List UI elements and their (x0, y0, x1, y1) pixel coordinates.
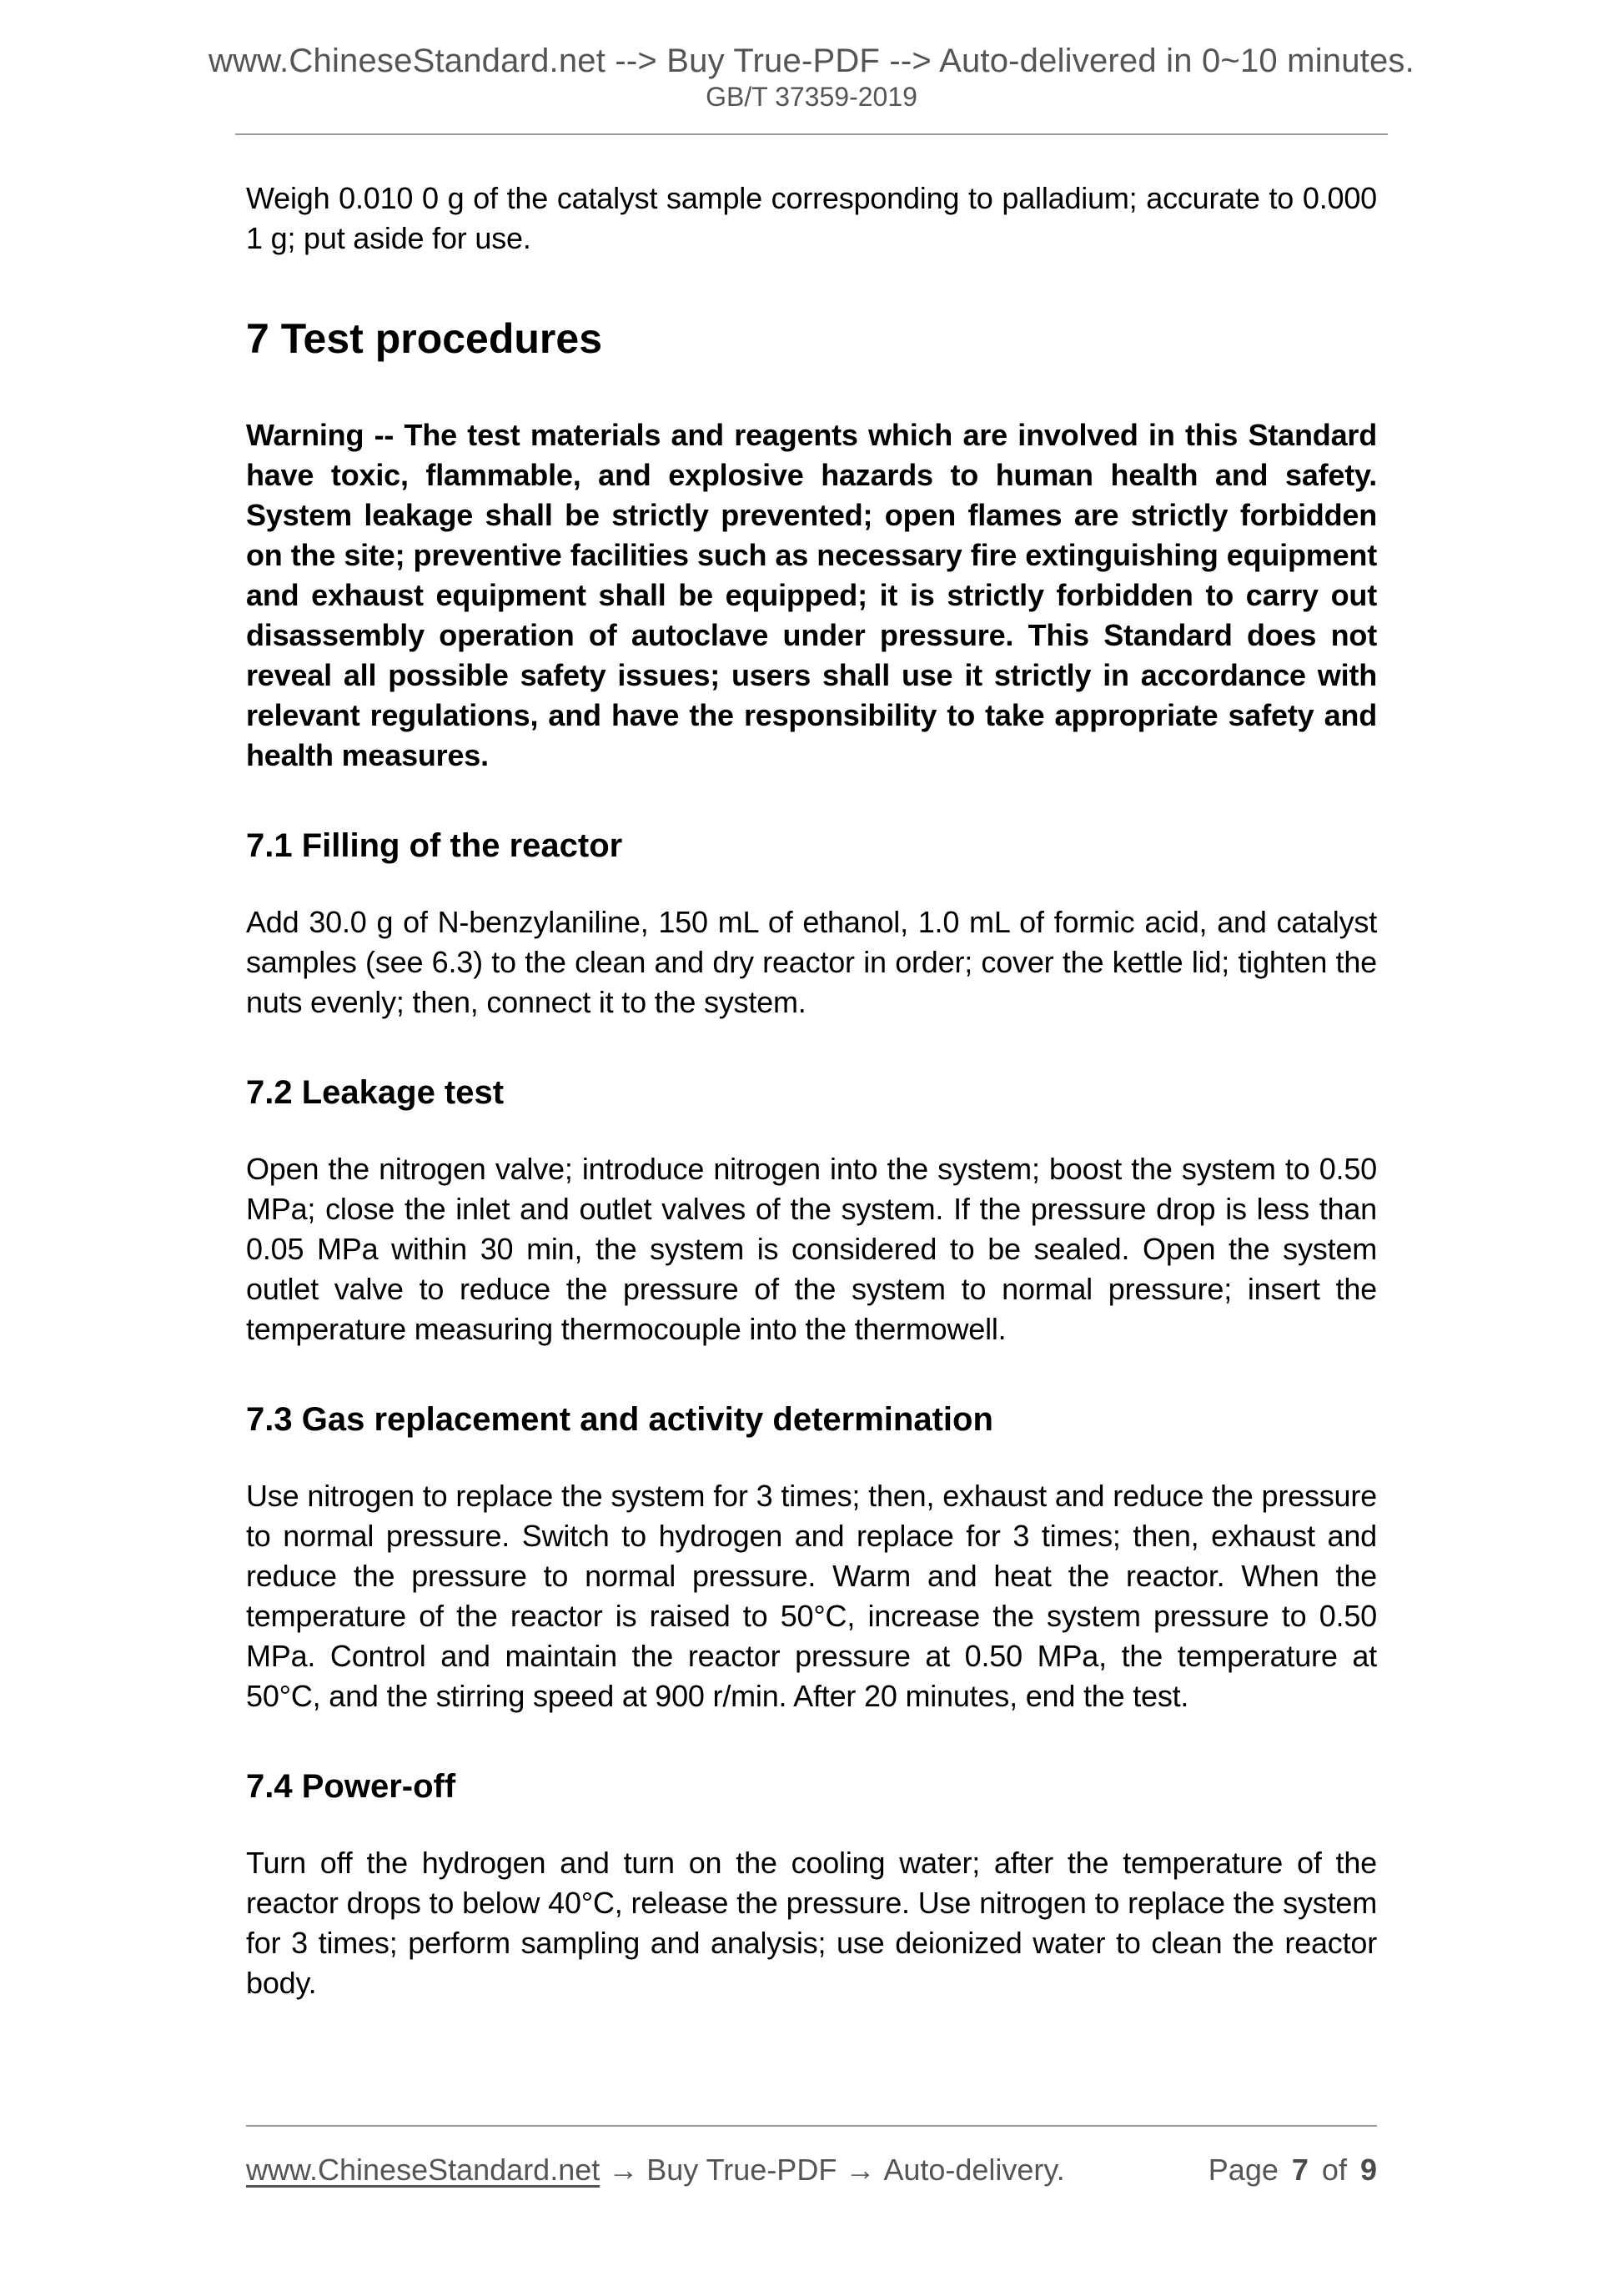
subsection-body-7-1: Add 30.0 g of N-benzylaniline, 150 mL of ethanol, 1.0 mL of formic acid, and catalyst samples (see 6.3) to the clean and dry reactor in order; cover the kettle lid; tighten the nuts evenly; then, connect it to the system. (246, 905, 1377, 1019)
current-page-number: 7 (1291, 2153, 1309, 2187)
section-heading: 7 Test procedures (246, 315, 603, 362)
subsection-heading-7-4: 7.4 Power-off (246, 1768, 456, 1805)
page-indicator (1208, 2152, 1377, 2188)
right-arrow-icon: → (845, 2153, 876, 2187)
header-promo-text: www.ChineseStandard.net --> Buy True-PDF --> Auto-delivered in 0~10 minutes. (209, 43, 1414, 79)
document-body (246, 178, 1377, 2003)
footer-divider (246, 2125, 1377, 2127)
subsection-body-7-4: Turn off the hydrogen and turn on the cooling water; after the temperature of the reactor drops to below 40°C, release the pressure. Use nitrogen to replace the system for 3 times; perform sampling and analysis; use deionized water to clean the reactor body. (246, 1846, 1377, 2000)
buy-true-pdf-text: Buy True-PDF (646, 2153, 837, 2187)
footer-delivery-note (246, 2152, 1065, 2188)
standard-number: GB/T 37359-2019 (706, 82, 917, 112)
subsection-heading-7-1: 7.1 Filling of the reactor (246, 827, 623, 864)
page-label: Page (1208, 2153, 1279, 2187)
subsection-heading-7-2: 7.2 Leakage test (246, 1074, 505, 1111)
header-divider (235, 133, 1388, 135)
page-footer (246, 2125, 1377, 2188)
footer-row (246, 2152, 1377, 2188)
subsection-body-7-2: Open the nitrogen valve; introduce nitrogen into the system; boost the system to 0.50 MPa; close the inlet and outlet valves of the system. If the pressure drop is less than 0.05 MPa within 30 min, the system is considered to be sealed. Open the system outlet valve to reduce the pressure of the system to normal pressure; insert the temperature measuring thermocouple into the thermowell. (246, 1152, 1377, 1346)
right-arrow-icon: → (608, 2153, 639, 2187)
site-link[interactable]: www.ChineseStandard.net (246, 2153, 600, 2187)
subsection-heading-7-3: 7.3 Gas replacement and activity determination (246, 1401, 993, 1438)
intro-paragraph: Weigh 0.010 0 g of the catalyst sample corresponding to palladium; accurate to 0.000 1 g; put aside for use. (246, 181, 1377, 255)
page-header (0, 0, 1623, 112)
of-label: of (1321, 2153, 1347, 2187)
auto-delivery-text: Auto-delivery. (883, 2153, 1065, 2187)
subsection-body-7-3: Use nitrogen to replace the system for 3 times; then, exhaust and reduce the pressure to normal pressure. Switch to hydrogen and replace for 3 times; then, exhaust and reduce the pressure to normal pressure. Warm and heat the reactor. When the temperature of the reactor is raised to 50°C, increase the system pressure to 0.50 MPa. Control and maintain the reactor pressure at 0.50 MPa, the temperature at 50°C, and the stirring speed at 900 r/min. After 20 minutes, end the test. (246, 1479, 1377, 1713)
warning-paragraph: Warning -- The test materials and reagents which are involved in this Standard have toxic, flammable, and explosive hazards to human health and safety. System leakage shall be strictly prevented; open flames are strictly forbidden on the site; preventive facilities such as necessary fire extinguishing equipment and exhaust equipment shall be equipped; it is strictly forbidden to carry out disassembly operation of autoclave under pressure. This Standard does not reveal all possible safety issues; users shall use it strictly in accordance with relevant regulations, and have the responsibility to take appropriate safety and health measures. (246, 418, 1377, 772)
total-page-number: 9 (1359, 2153, 1377, 2187)
